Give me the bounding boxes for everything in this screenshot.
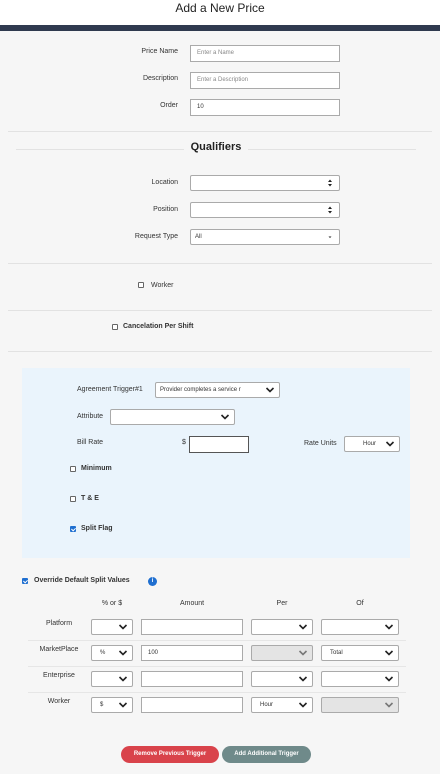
divider [28, 640, 406, 641]
divider [248, 149, 416, 150]
attribute-label: Attribute [77, 413, 104, 420]
column-header: Amount [179, 600, 205, 607]
te-checkbox[interactable] [70, 496, 76, 502]
amount-input[interactable] [141, 619, 243, 635]
row-label: Platform [45, 620, 73, 627]
of-select[interactable] [321, 671, 399, 687]
override-split-checkbox[interactable] [22, 578, 28, 584]
chevron-down-icon [297, 698, 309, 712]
chevron-down-icon [264, 383, 276, 397]
per-select[interactable] [251, 619, 313, 635]
cancelation-checkbox[interactable] [112, 324, 118, 330]
position-label: Position [153, 206, 178, 213]
worker-label: Worker [151, 282, 174, 289]
chevron-down-icon [117, 698, 129, 712]
chevron-down-icon [383, 646, 395, 660]
chevron-down-icon [219, 410, 231, 424]
currency-symbol: $ [182, 439, 186, 446]
unit-select[interactable] [91, 671, 133, 687]
unit-select[interactable] [91, 697, 133, 713]
unit-select[interactable] [91, 619, 133, 635]
minimum-checkbox[interactable] [70, 466, 76, 472]
add-trigger-button[interactable]: Add Additional Trigger [222, 746, 311, 763]
per-value: Hour [260, 702, 274, 708]
bill-rate-input[interactable] [189, 436, 249, 453]
split-flag-label: Split Flag [81, 525, 113, 532]
te-label: T & E [81, 495, 99, 502]
chevron-down-icon [297, 620, 309, 634]
order-label: Order [160, 102, 178, 109]
per-select[interactable] [251, 671, 313, 687]
divider [28, 692, 406, 693]
amount-input[interactable]: 100 [141, 645, 243, 661]
amount-input[interactable] [141, 697, 243, 713]
divider [8, 131, 432, 132]
chevron-down-icon [117, 620, 129, 634]
override-split-label: Override Default Split Values [34, 577, 130, 584]
description-label: Description [142, 75, 178, 82]
page-title: Add a New Price [0, 0, 440, 25]
chevron-down-icon [383, 620, 395, 634]
amount-input[interactable] [141, 671, 243, 687]
column-header: Of [356, 600, 364, 607]
divider [8, 351, 432, 352]
per-select [251, 645, 313, 661]
agreement-trigger-label: Agreement Trigger#1 [77, 386, 143, 393]
request-type-select[interactable] [190, 229, 340, 245]
column-header: Per [276, 600, 288, 607]
rate-units-select[interactable] [344, 436, 400, 452]
order-input[interactable]: 10 [190, 99, 340, 116]
per-select[interactable] [251, 697, 313, 713]
unit-select[interactable] [91, 645, 133, 661]
of-select[interactable] [321, 645, 399, 661]
qualifiers-heading: Qualifiers [190, 141, 242, 153]
location-select[interactable] [190, 175, 340, 191]
divider [28, 666, 406, 667]
row-label: Enterprise [43, 672, 75, 679]
minimum-label: Minimum [81, 465, 112, 472]
header-stripe [0, 25, 440, 31]
caret-down-icon [324, 230, 336, 244]
remove-trigger-button[interactable]: Remove Previous Trigger [121, 746, 219, 763]
of-select [321, 697, 399, 713]
row-label: MarketPlace [39, 646, 79, 653]
sort-arrows-icon [324, 176, 336, 190]
chevron-down-icon [384, 437, 396, 451]
attribute-select[interactable] [110, 409, 235, 425]
split-flag-checkbox[interactable] [70, 526, 76, 532]
price-name-label: Price Name [141, 48, 178, 55]
request-type-value: All [195, 234, 202, 240]
chevron-down-icon [297, 672, 309, 686]
cancelation-label: Cancelation Per Shift [123, 323, 194, 330]
chevron-down-icon [117, 672, 129, 686]
rate-units-label: Rate Units [304, 440, 337, 447]
divider [8, 263, 432, 264]
position-select[interactable] [190, 202, 340, 218]
chevron-down-icon [117, 646, 129, 660]
rate-units-value: Hour [363, 441, 377, 447]
column-header: % or $ [101, 600, 123, 607]
agreement-trigger-value: Provider completes a service r [160, 387, 241, 393]
row-label: Worker [47, 698, 71, 705]
of-value: Total [330, 650, 343, 656]
divider [16, 149, 184, 150]
unit-value: $ [100, 702, 104, 708]
agreement-trigger-select[interactable] [155, 382, 280, 398]
bill-rate-label: Bill Rate [77, 439, 104, 446]
worker-checkbox[interactable] [138, 282, 144, 288]
info-icon[interactable]: i [148, 577, 157, 586]
chevron-down-icon [297, 646, 309, 660]
request-type-label: Request Type [134, 233, 178, 240]
sort-arrows-icon [324, 203, 336, 217]
chevron-down-icon [383, 698, 395, 712]
chevron-down-icon [383, 672, 395, 686]
of-select[interactable] [321, 619, 399, 635]
unit-value: % [100, 650, 106, 656]
price-name-input[interactable]: Enter a Name [190, 45, 340, 62]
divider [8, 310, 432, 311]
location-label: Location [151, 179, 178, 186]
description-input[interactable]: Enter a Description [190, 72, 340, 89]
